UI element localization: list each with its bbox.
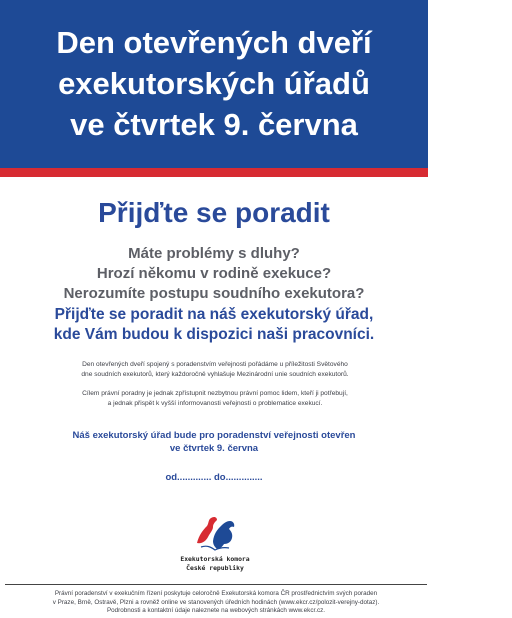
footer-divider (5, 584, 427, 585)
question-list (0, 244, 428, 304)
banner-title-line-3: ve čtvrtek 9. června (70, 107, 358, 142)
paragraph-occasion-line-1: Den otevřených dveří spojený s poradenstvím veřejnosti pořádáme u příležitosti Světového (82, 361, 348, 368)
chamber-logo-line-1: Exekutorská komora (180, 555, 250, 563)
paragraph-purpose-line-2: a jednak přispět k vyšší informovanosti veřejnosti o problematice exekucí. (107, 399, 323, 407)
footer-note (5, 590, 427, 616)
footer-line-2: v Praze, Brně, Ostravě, Plzni a rovněž online ve stanovených úředních hodinách (www.ekcr.cz/polozit-verejny-dotaz). (52, 598, 380, 606)
question-3: Nerozumíte postupu soudního exekutora? (63, 285, 365, 302)
office-notice (0, 429, 428, 455)
question-2: Hrozí někomu v rodině exekuce? (96, 265, 332, 282)
headline: Přijďte se poradit (98, 197, 330, 228)
invitation-line-2: kde Vám budou k dispozici naši pracovníci. (53, 326, 375, 343)
invitation-line-1: Přijďte se poradit na náš exekutorský úřad, (54, 306, 374, 323)
office-notice-line-1: Náš exekutorský úřad bude pro poradenství veřejnosti otevřen (72, 430, 356, 441)
paragraph-purpose-line-1: Cílem právní poradny je jednak zpřístupnit nezbytnou právní pomoc lidem, kteří ji potřebují, (82, 390, 348, 397)
paragraph-occasion (40, 360, 390, 379)
banner-title-line-2: exekutorských úřadů (58, 66, 370, 101)
footer-line-3: Podrobnosti a kontaktní údaje naleznete na webových stránkách www.ekcr.cz. (106, 607, 326, 615)
paragraph-purpose (40, 389, 390, 408)
banner-title-line-1: Den otevřených dveří (56, 25, 372, 60)
invitation (0, 305, 428, 345)
opening-hours-blank: od............. do.............. (165, 472, 263, 483)
chamber-logo-line-2: České republiky (186, 564, 244, 572)
header-banner (0, 0, 428, 168)
office-notice-line-2: ve čtvrtek 9. června (169, 443, 259, 454)
footer-line-1: Právní poradenství v exekučním řízení poskytuje celoročně Exekutorská komora ČR prostřednictvím svých poraden (54, 590, 378, 597)
chamber-logo-text (163, 555, 267, 573)
chamber-emblem-icon (193, 511, 239, 553)
question-1: Máte problémy s dluhy? (128, 245, 300, 262)
paragraph-occasion-line-2: dne soudních exekutorů, který každoročně vyhlašuje Mezinárodní unie soudních exekutorů. (81, 370, 349, 378)
emblem-blue-figure (213, 521, 234, 549)
banner-title (0, 22, 428, 145)
banner-red-stripe (0, 168, 428, 177)
